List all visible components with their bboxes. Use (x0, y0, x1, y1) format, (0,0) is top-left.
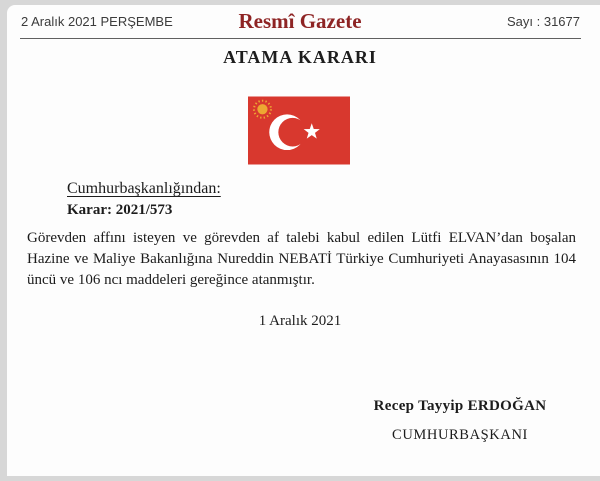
decree-body-text: Görevden affını isteyen ve görevden af talebi kabul edilen Lütfi ELVAN’dan boşalan Hazine ve Maliye Bakanlığına Nureddin NEBATİ Türkiye Cumhuriyeti Anayasasının 104 üncü ve 106 ncı maddeleri gereğince atanmıştır. (27, 230, 576, 288)
decree-date: 1 Aralık 2021 (258, 313, 342, 329)
masthead-date: 2 Aralık 2021 PERŞEMBE (21, 14, 173, 29)
signatory-name: Recep Tayyip ERDOĞAN (373, 398, 547, 414)
masthead-title: Resmî Gazete (238, 9, 362, 33)
turkey-flag-image (248, 96, 350, 165)
decree-authority: Cumhurbaşkanlığından: (67, 180, 221, 197)
decree-number: Karar: 2021/573 (67, 202, 173, 218)
masthead-divider (20, 38, 581, 39)
signature-block (320, 398, 600, 444)
masthead-issue-number: Sayı : 31677 (507, 14, 580, 29)
page-title: ATAMA KARARI (223, 47, 377, 67)
signatory-title: CUMHURBAŞKANI (392, 427, 528, 443)
